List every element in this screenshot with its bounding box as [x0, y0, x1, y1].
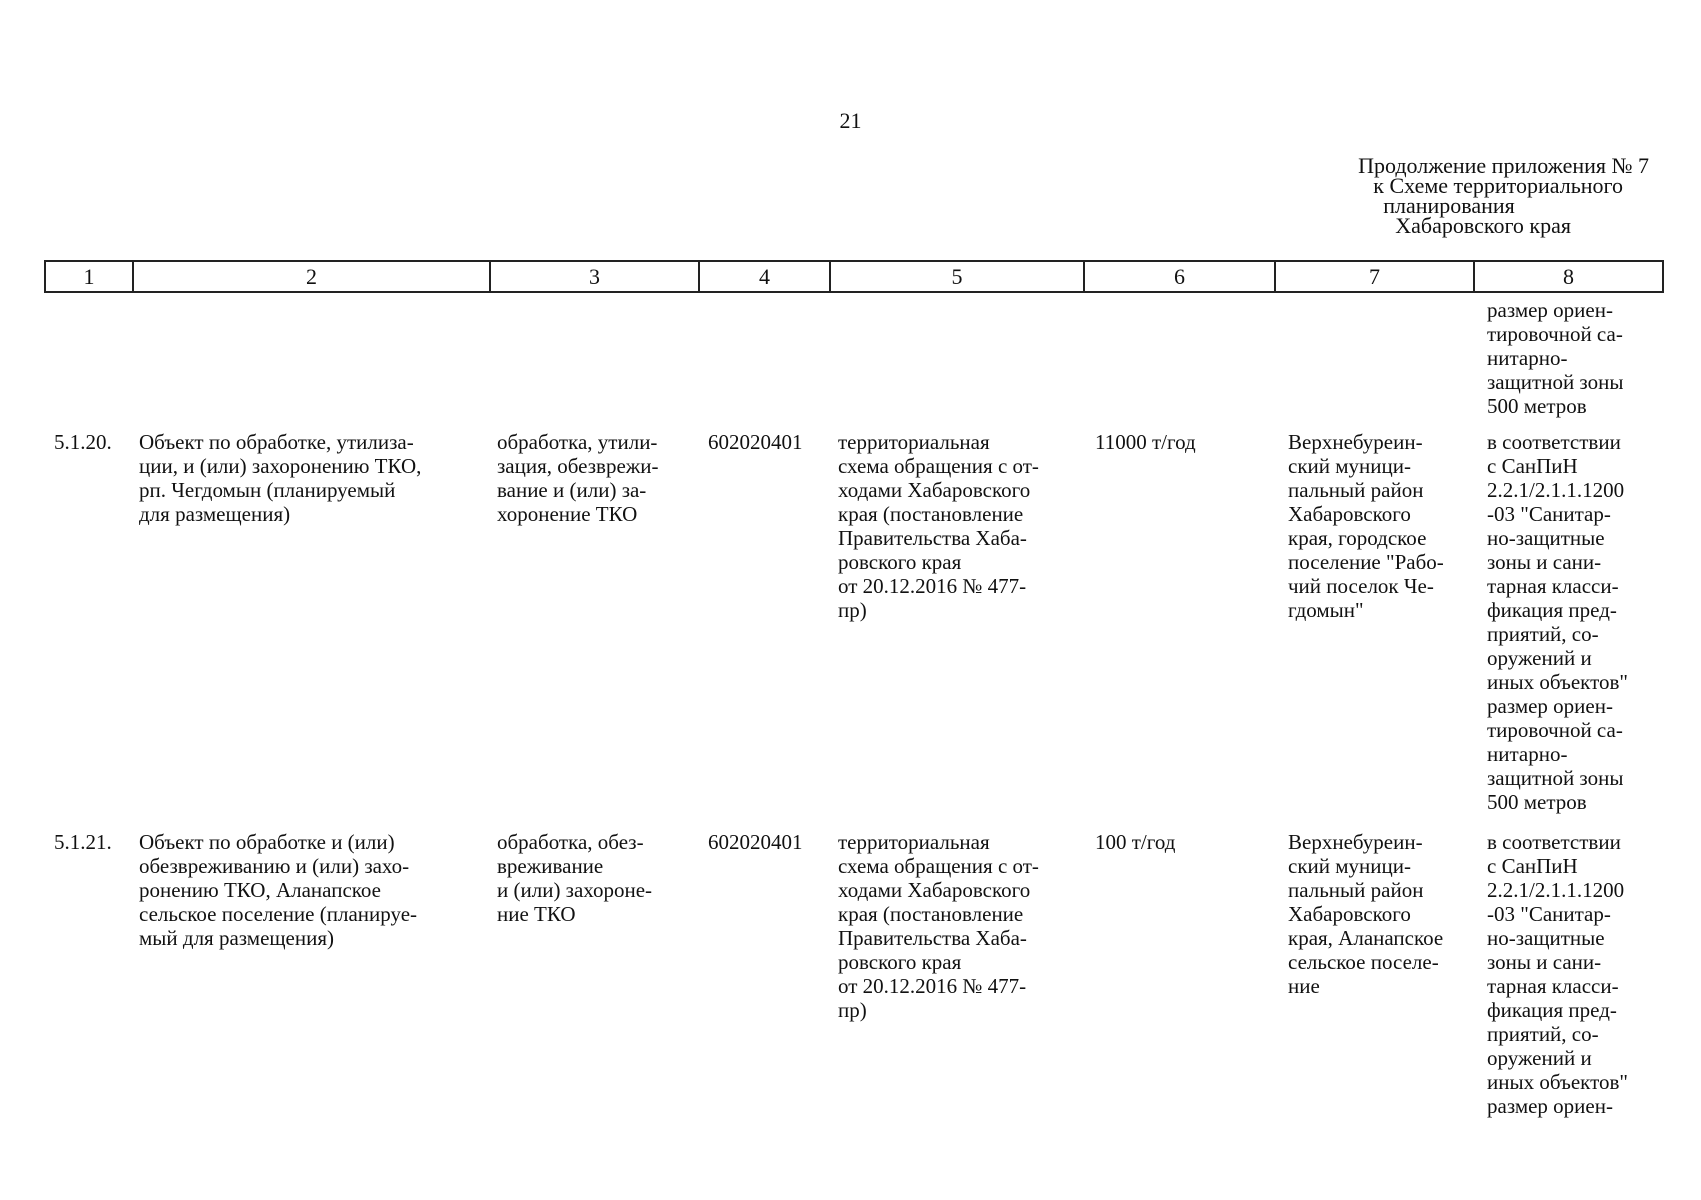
row-number: 5.1.21. — [54, 830, 112, 854]
capacity: 100 т/год — [1095, 830, 1176, 854]
page-number: 21 — [839, 108, 862, 133]
basis-document: территориальная схема обращения с от- ходами Хабаровского края (постановление Правительства Хаба- ровского края от 20.12.2016 № 477- пр) — [838, 830, 1039, 1022]
header-col-8: 8 — [1563, 264, 1574, 289]
header-col-5: 5 — [831, 262, 1085, 291]
annex-line-4: Хабаровского края — [1395, 213, 1571, 238]
header-col-7: 7 — [1276, 262, 1475, 291]
sanitary-zone: в соответствии с СанПиН 2.2.1/2.1.1.1200 -03 "Санитар- но-защитные зоны и сани- тарная класси- фикация пред- приятий, со- оружений и иных объектов" размер ориен- — [1487, 830, 1628, 1118]
header-col-6: 6 — [1085, 262, 1276, 291]
table-header-row — [44, 260, 1664, 293]
fkko-code: 602020401 — [708, 830, 803, 854]
row-number: 5.1.20. — [54, 430, 112, 454]
object-name: Объект по обработке и (или) обезвреживанию и (или) захо- ронению ТКО, Аланапское сельское поселение (планируе- мый для размещения) — [139, 830, 418, 950]
activity-type: обработка, утили- зация, обезврежи- вание и (или) за- хоронение ТКО — [497, 430, 659, 526]
annex-line-1: Продолжение приложения № 7 — [1358, 153, 1649, 178]
object-name: Объект по обработке, утилиза- ции, и (или) захоронению ТКО, рп. Чегдомын (планируемый для размещения) — [139, 430, 422, 526]
header-col-1: 1 — [46, 262, 134, 291]
activity-type: обработка, обез- вреживание и (или) захороне- ние ТКО — [497, 830, 653, 926]
location: Верхнебуреин- ский муници- пальный район Хабаровского края, Аланапское сельское поселе- ние — [1288, 830, 1444, 998]
header-col-3: 3 — [491, 262, 700, 291]
location: Верхнебуреин- ский муници- пальный район Хабаровского края, городское поселение "Рабо- чий поселок Че- гдомын" — [1288, 430, 1444, 622]
annex-line-2: к Схеме территориального — [1373, 173, 1623, 198]
header-col-2: 2 — [134, 262, 491, 291]
annex-line-3: планирования — [1383, 193, 1515, 218]
annex-caption — [1289, 153, 1649, 238]
fkko-code: 602020401 — [708, 430, 803, 454]
basis-document: территориальная схема обращения с от- ходами Хабаровского края (постановление Правительства Хаба- ровского края от 20.12.2016 № 477- пр) — [838, 430, 1039, 622]
carryover-zone-text: размер ориен- тировочной са- нитарно- защитной зоны 500 метров — [1487, 298, 1624, 418]
sanitary-zone: в соответствии с СанПиН 2.2.1/2.1.1.1200 -03 "Санитар- но-защитные зоны и сани- тарная класси- фикация пред- приятий, со- оружений и иных объектов" размер ориен- тировочной са- нитарно- защитной зоны 500 метров — [1487, 430, 1628, 814]
capacity: 11000 т/год — [1095, 430, 1196, 454]
header-col-4: 4 — [700, 262, 831, 291]
